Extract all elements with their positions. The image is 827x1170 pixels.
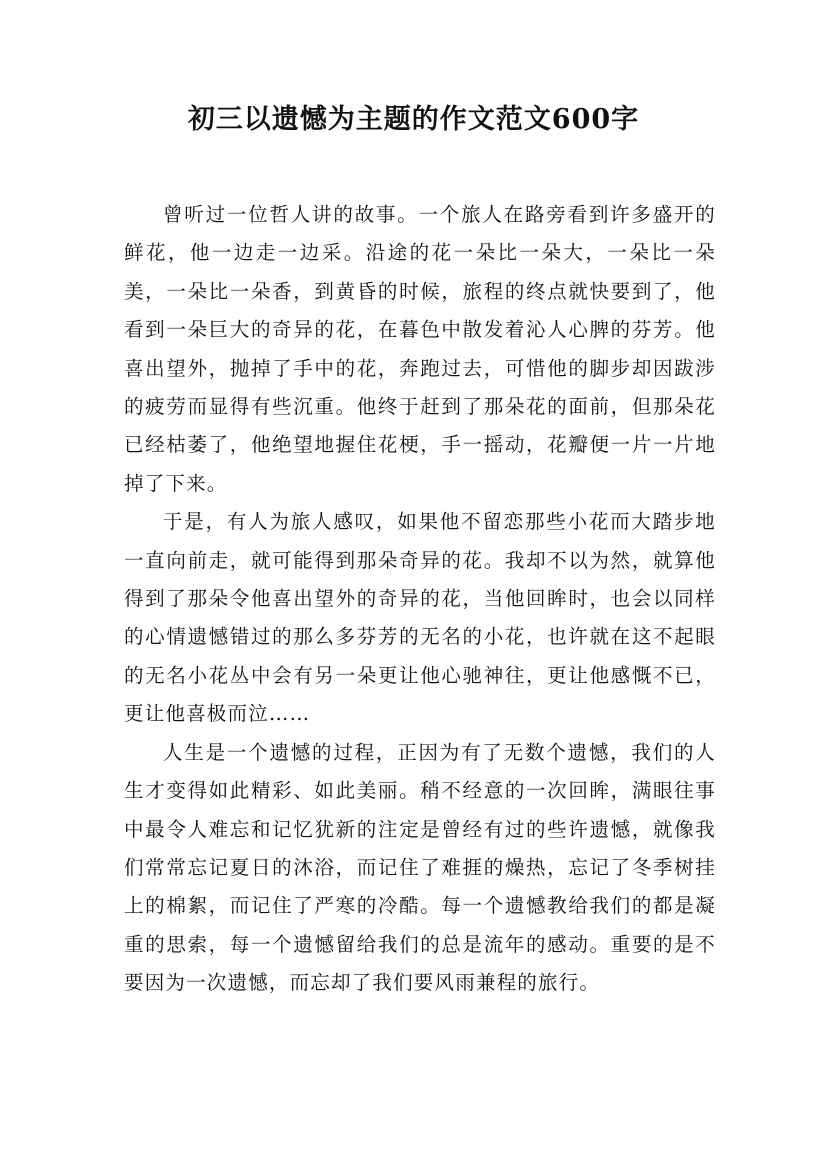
document-body: [124, 196, 716, 1003]
paragraph-3: 人生是一个遗憾的过程，正因为有了无数个遗憾，我们的人生才变得如此精彩、如此美丽。稍不经意的一次回眸，满眼往事中最令人难忘和记忆犹新的注定是曾经有过的些许遗憾，就像我们常常忘记夏日的沐浴，而记住了难捱的燥热，忘记了冬季树挂上的棉絮，而记住了严寒的冷酷。每一个遗憾教给我们的都是凝重的思索，每一个遗憾留给我们的总是流年的感动。重要的是不要因为一次遗憾，而忘却了我们要风雨兼程的旅行。: [124, 740, 716, 995]
document-title: 初三以遗憾为主题的作文范文600字: [187, 104, 640, 135]
paragraph-1: 曾听过一位哲人讲的故事。一个旅人在路旁看到许多盛开的鲜花，他一边走一边采。沿途的花一朵比一朵大，一朵比一朵美，一朵比一朵香，到黄昏的时候，旅程的终点就快要到了，他看到一朵巨大的奇异的花，在暮色中散发着沁人心脾的芬芳。他喜出望外，抛掉了手中的花，奔跑过去，可惜他的脚步却因跋涉的疲劳而显得有些沉重。他终于赶到了那朵花的面前，但那朵花已经枯萎了，他绝望地握住花梗，手一摇动，花瓣便一片一片地掉了下来。: [124, 203, 716, 495]
paragraph-2: 于是，有人为旅人感叹，如果他不留恋那些小花而大踏步地一直向前走，就可能得到那朵奇异的花。我却不以为然，就算他得到了那朵令他喜出望外的奇异的花，当他回眸时，也会以同样的心情遗憾错过的那么多芬芳的无名的小花，也许就在这不起眼的无名小花丛中会有另一朵更让他心驰神往，更让他感慨不已，更让他喜极而泣……: [124, 510, 716, 726]
